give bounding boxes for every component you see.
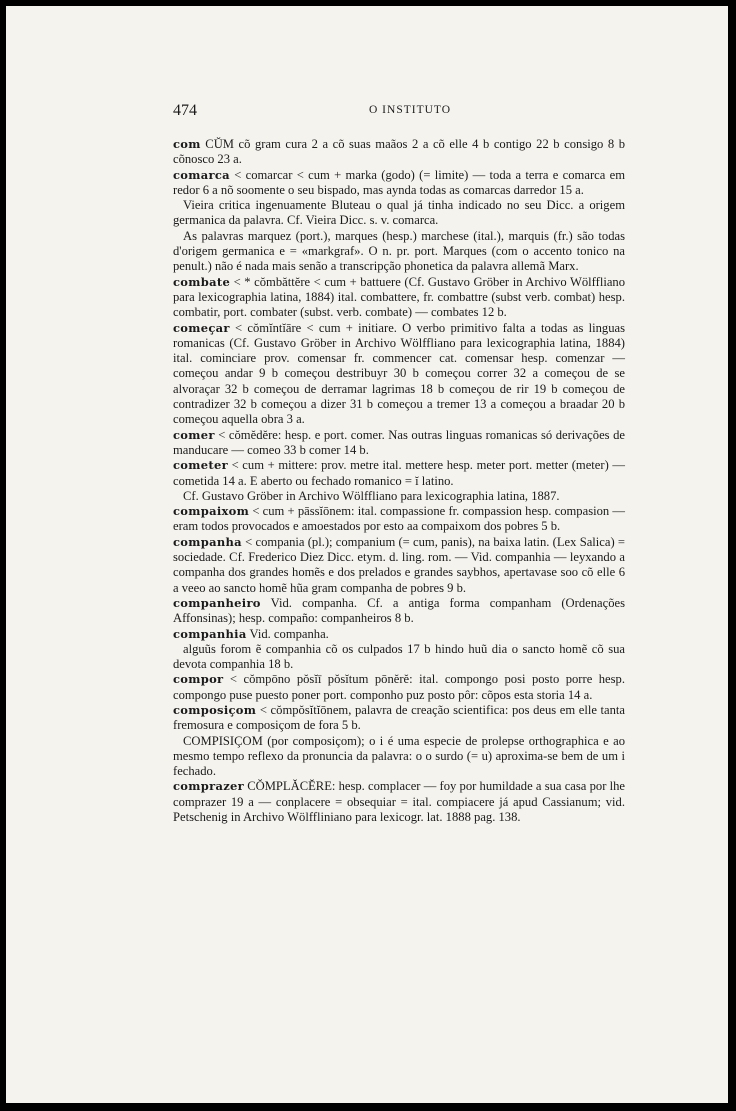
entry-text: < * cŏmbăttĕre < cum + battuere (Cf. Gustavo Gröber in Archivo Wölffliano para lexicographia latina, 1884) ital. combattere, fr. combattre (subst verb. combat) hesp. combatir, port. combater (subst. verb. combate) — combates 12 b. <box>173 274 625 320</box>
entry-text: alguũs forom ẽ companhia cõ os culpados 17 b hindo huũ dia o sancto homẽ cõ sua devota companhia 18 b. <box>173 641 625 672</box>
dictionary-entry <box>173 489 625 504</box>
entry-headword: comprazer <box>173 779 244 794</box>
entry-headword: cometer <box>173 458 228 473</box>
entry-text: < cŏmĭntĭāre < cum + initiare. O verbo primitivo falta a todas as linguas romanicas (Cf. Gustavo Gröber in Archivo Wölffliano para lexicographia latina, 1884) ital. cominciare prov. comensar fr. commencer cat. comensar hesp. comenzar — começou andar 9 b começou destribuyr 30 b começou correr 32 a começou de se alvoraçar 32 b começou de derramar lagrimas 18 b começou de rir 19 b começou de contradizer 32 b começou a dizer 31 b começou a tremer 13 a começou a braadar 20 b começou aquella obra 3 a. <box>173 320 625 427</box>
entry-text: < cum + mittere: prov. metre ital. mettere hesp. meter port. metter (meter) — cometida 14 a. E aberto ou fechado romanico = ĭ latino. <box>173 458 625 488</box>
entry-headword: companha <box>173 534 242 549</box>
entry-headword: comarca <box>173 167 230 182</box>
dictionary-entry <box>173 428 625 459</box>
dictionary-entry <box>173 504 625 535</box>
dictionary-entry <box>173 703 625 734</box>
entry-text: < cum + pāssĭōnem: ital. compassione fr. compassion hesp. compasion — eram todos provocados e amoestados por esto aa compaixom dos pobres 5 b. <box>173 504 625 534</box>
entry-text: < cŏmpōno pŏsĭī pŏsĭtum pōnĕrĕ: ital. compongo posi posto porre hesp. compongo puse puesto poner port. componho puz posto pôr: cõpos esta storia 14 a. <box>173 672 625 702</box>
entry-text: < cŏmpŏsĭtĭōnem, palavra de creação scientifica: pos deus em elle tanta fremosura e composiçom de fora 5 b. <box>173 702 625 733</box>
entry-text: CŬM cõ gram cura 2 a cõ suas maãos 2 a cõ elle 4 b contigo 22 b consigo 8 b cõnosco 23 a. <box>173 137 625 167</box>
dictionary-entry <box>173 275 625 321</box>
entry-headword: composiçom <box>173 702 257 717</box>
entry-headword: compaixom <box>173 504 250 519</box>
dictionary-entry <box>173 627 625 642</box>
dictionary-entries <box>173 137 625 825</box>
entry-text: CŎMPLĂCĔRE: hesp. complacer — foy por humildade a sua casa por lhe comprazer 19 a — conplacere = obsequiar = ital. compiacere já apud Cassianum; vid. Petschenig in Archivo Wölffliniano para lexicogr. lat. 1888 pag. 138. <box>173 779 625 825</box>
entry-text: Cf. Gustavo Gröber in Archivo Wölffliano para lexicographia latina, 1887. <box>183 488 560 503</box>
entry-headword: combate <box>173 274 231 289</box>
dictionary-entry <box>173 168 625 199</box>
entry-headword: compor <box>173 672 224 687</box>
running-title: O INSTITUTO <box>369 104 452 116</box>
entry-headword: comer <box>173 427 215 442</box>
entry-text: Vieira critica ingenuamente Bluteau o qual já tinha indicado no seu Dicc. a origem germanica da palavra. Cf. Vieira Dicc. s. v. comarca. <box>173 198 625 228</box>
dictionary-entry <box>173 672 625 703</box>
page-header <box>173 102 623 126</box>
dictionary-entry <box>173 137 625 168</box>
dictionary-entry <box>173 321 625 428</box>
dictionary-entry <box>173 229 625 275</box>
page-number: 474 <box>173 102 197 119</box>
dictionary-entry <box>173 734 625 780</box>
dictionary-entry <box>173 535 625 596</box>
dictionary-entry <box>173 596 625 627</box>
dictionary-entry <box>173 779 625 825</box>
entry-headword: começar <box>173 320 230 335</box>
scanned-page <box>6 6 728 1103</box>
entry-text: Vid. companha. <box>246 626 329 641</box>
entry-text: As palavras marquez (port.), marques (hesp.) marchese (ital.), marquis (fr.) são todas d'origem germanica e = «markgraf». O n. pr. port. Marques (com o accento tonico na penult.) não é nada mais senão a transcripção phonetica da palavra allemã Marx. <box>173 228 625 274</box>
dictionary-entry <box>173 458 625 489</box>
dictionary-entry <box>173 642 625 673</box>
entry-text: COMPISIÇOM (por composiçom); o i é uma especie de prolepse orthographica e ao mesmo tempo reflexo da pronuncia da palavra: o o surdo (= u) aproxima-se bem de um i fechado. <box>173 733 625 779</box>
entry-headword: companhia <box>173 626 247 641</box>
entry-headword: com <box>173 137 201 151</box>
entry-text: < cŏmĕdĕre: hesp. e port. comer. Nas outras linguas romanicas só derivações de manducare — comeo 33 b comer 14 b. <box>173 427 625 457</box>
entry-text: Vid. companha. Cf. a antiga forma companham (Ordenações Affonsinas); hesp. compaño: companheiros 8 b. <box>173 595 625 626</box>
dictionary-entry <box>173 198 625 229</box>
entry-text: < comarcar < cum + marka (godo) (= limite) — toda a terra e comarca em redor 6 a nõ soomente o seu bispado, mas aynda todas as comarcas darredor 15 a. <box>173 167 625 197</box>
entry-text: < compania (pl.); companium (= cum, panis), na baixa latin. (Lex Salica) = sociedade. Cf. Frederico Diez Dicc. etym. d. ling. rom. — Vid. companhia — leyxando a companha dos grandes homẽs e dos prelados e grandes saybhos, apertavase soo cõ elle 6 a veeo ao sancto homẽ hũa gram companha de pobres 9 b. <box>173 534 625 595</box>
entry-headword: companheiro <box>173 595 261 610</box>
